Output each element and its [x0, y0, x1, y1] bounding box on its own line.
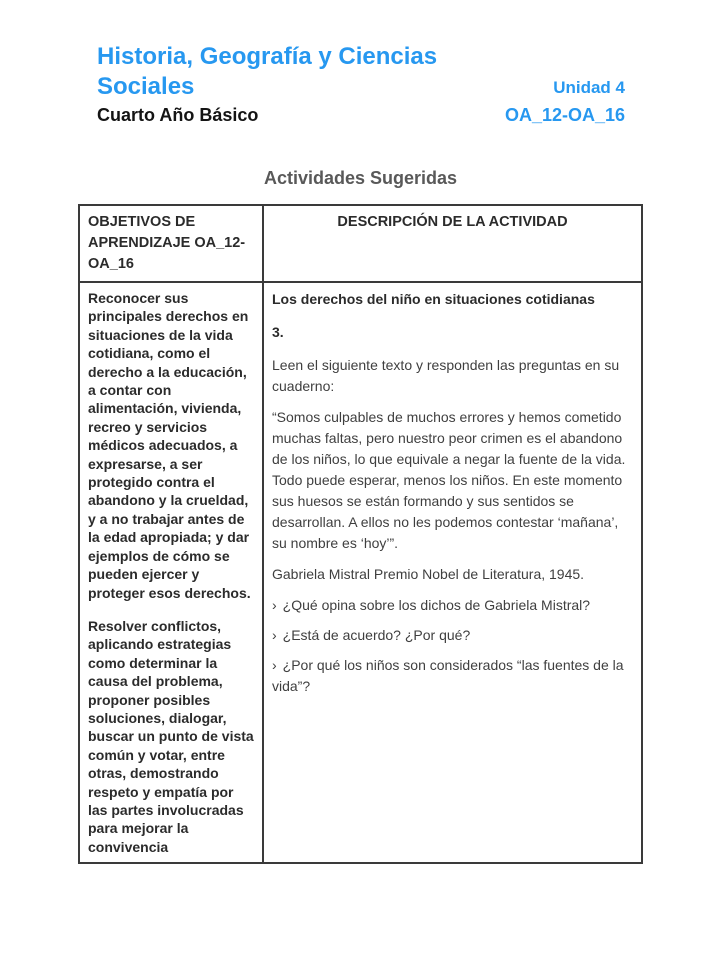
table-row [79, 282, 642, 863]
table-header-row [79, 205, 642, 282]
question-text: ¿Por qué los niños son considerados “las fuentes de la vida”? [272, 657, 624, 694]
activity-quote: “Somos culpables de muchos errores y hemos cometido muchas faltas, pero nuestro peor crimen es el abandono de los niños, lo que equivale a negar la fuente de la vida. Todo puede esperar, menos los niños. En este momento sus huesos se están formando y sus sentidos se desarrollan. A ellos no les podemos contestar ‘mañana’, su nombre es ‘hoy’”. [272, 409, 626, 551]
question-text: ¿Está de acuerdo? ¿Por qué? [282, 627, 471, 643]
description-column-header: DESCRIPCIÓN DE LA ACTIVIDAD [263, 205, 642, 282]
course-title: Historia, Geografía y Ciencias Sociales [97, 43, 438, 100]
header-right-block [505, 73, 625, 128]
activity-question-2 [272, 625, 633, 646]
activity-intro: Leen el siguiente texto y responden las preguntas en su cuaderno: [272, 357, 620, 394]
angle-bullet-glyph: › [272, 597, 277, 613]
activity-number: 3. [272, 324, 284, 340]
objective-paragraph-1: Reconocer sus principales derechos en situaciones de la vida cotidiana, como el derecho a la educación, a contar con alimentación, vivienda, recreo y servicios médicos adecuados, a expresarse, a ser protegido contra el abandono y la crueldad, y a no trabajar antes de la edad apropiada; y dar ejemplos de cómo se pueden ejercer y proteger esos derechos. [88, 290, 251, 601]
activity-question-3 [272, 655, 633, 697]
objectives-column-header: OBJETIVOS DE APRENDIZAJE OA_12-OA_16 [79, 205, 263, 282]
angle-bullet-glyph: › [272, 657, 277, 673]
objective-paragraph-2: Resolver conflictos, aplicando estrategias como determinar la causa del problema, proponer posibles soluciones, dialogar, buscar un punto de vista común y votar, entre otras, demostrando respeto y empatía por las partes involucradas para mejorar la convivencia [88, 617, 254, 855]
header-left-block [97, 42, 505, 128]
activity-title: Los derechos del niño en situaciones cotidianas [272, 291, 595, 307]
activity-question-1 [272, 595, 633, 616]
question-text: ¿Qué opina sobre los dichos de Gabriela Mistral? [282, 597, 591, 613]
objectives-cell [79, 282, 263, 863]
oa-codes: OA_12-OA_16 [504, 105, 625, 125]
activities-table [78, 204, 643, 864]
unit-label: Unidad 4 [553, 78, 625, 97]
angle-bullet-glyph: › [272, 627, 277, 643]
activity-attribution: Gabriela Mistral Premio Nobel de Literatura, 1945. [272, 566, 585, 582]
grade-level: Cuarto Año Básico [97, 105, 259, 125]
section-title: Actividades Sugeridas [263, 168, 458, 188]
activity-cell [263, 282, 642, 863]
document-header [97, 42, 625, 128]
document-page [0, 42, 720, 974]
